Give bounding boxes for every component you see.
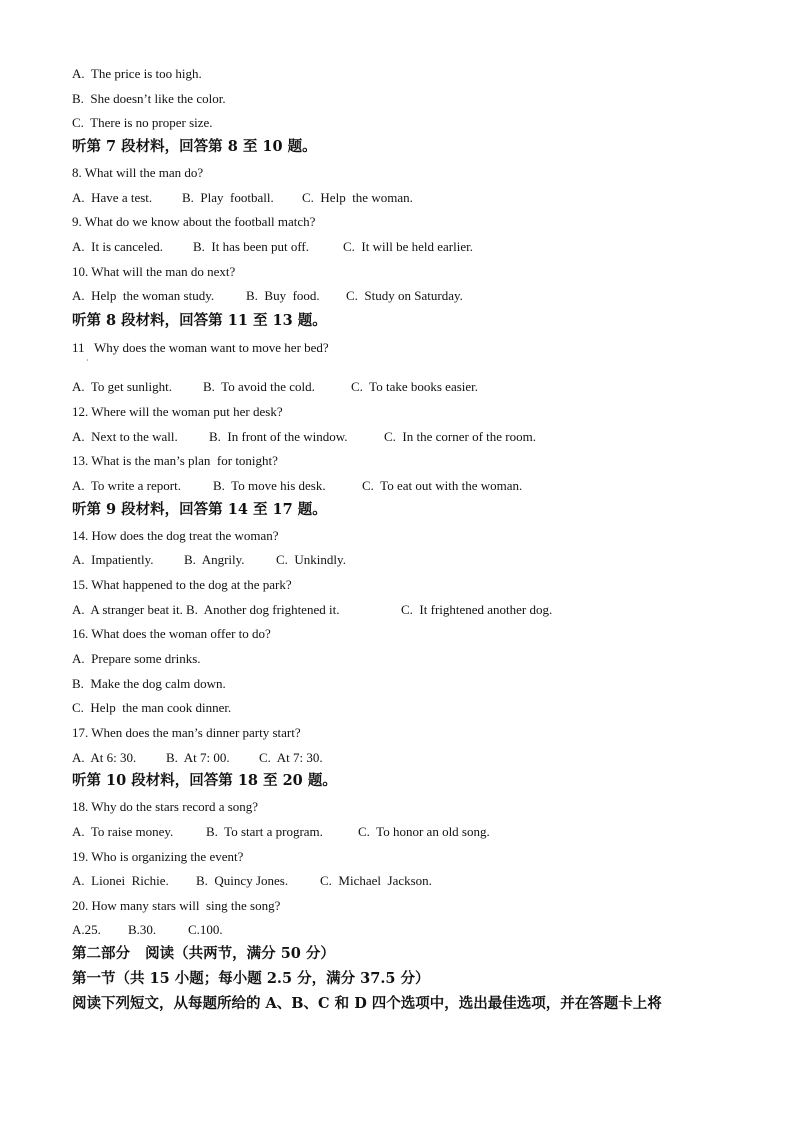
answer-option: C. To eat out with the woman. [362, 478, 523, 493]
text-line: C. There is no proper size. [72, 115, 213, 130]
answer-option: C. It will be held earlier. [343, 239, 473, 254]
text-line: 17. When does the man’s dinner party start? [72, 725, 301, 740]
answer-option: C. It frightened another dog. [401, 602, 553, 617]
answer-option: B.30. [128, 922, 157, 937]
answer-option: A.25. [72, 922, 101, 937]
section-heading: 听第 8 段材料，回答第 11 至 13 题。 [72, 312, 327, 329]
answer-option: A. Lionei Richie. [72, 873, 169, 888]
text-line: 18. Why do the stars record a song? [72, 799, 259, 814]
answer-option: A. A stranger beat it. [72, 602, 183, 617]
answer-option: C. At 7: 30. [259, 750, 323, 765]
answer-option: B. Quincy Jones. [196, 873, 289, 888]
answer-option: A. To write a report. [72, 478, 181, 493]
text-line: B. Make the dog calm down. [72, 676, 226, 691]
section-heading: 听第 7 段材料，回答第 8 至 10 题。 [72, 138, 317, 155]
answer-option: B. It has been put off. [193, 239, 310, 254]
text-line: 10. What will the man do next? [72, 264, 236, 279]
answer-option: B. To move his desk. [213, 478, 326, 493]
text-line: 16. What does the woman offer to do? [72, 626, 271, 641]
answer-option: A. Next to the wall. [72, 429, 178, 444]
text-line: 13. What is the man’s plan for tonight? [72, 453, 278, 468]
stray-dot-mark: · [86, 356, 89, 365]
answer-option: B. To start a program. [206, 824, 323, 839]
answer-option: A. To get sunlight. [72, 379, 172, 394]
text-line: B. She doesn’t like the color. [72, 91, 226, 106]
answer-option: A. At 6: 30. [72, 750, 137, 765]
answer-option: B. In front of the window. [209, 429, 348, 444]
text-line: A. Prepare some drinks. [72, 651, 201, 666]
answer-option: C. Study on Saturday. [346, 288, 463, 303]
text-line: 11 Why does the woman want to move her bed? [72, 340, 329, 355]
answer-option: A. It is canceled. [72, 239, 163, 254]
answer-option: C. To take books easier. [351, 379, 479, 394]
section-heading: 第二部分 阅读（共两节，满分 50 分） [72, 945, 335, 962]
answer-option: B. Another dog frightened it. [186, 602, 340, 617]
answer-option: A. Help the woman study. [72, 288, 215, 303]
answer-option: A. Have a test. [72, 190, 153, 205]
text-line: 9. What do we know about the football match? [72, 214, 316, 229]
text-line: 14. How does the dog treat the woman? [72, 528, 279, 543]
text-line: A. The price is too high. [72, 66, 202, 81]
section-heading: 第一节（共 15 小题；每小题 2.5 分，满分 37.5 分） [72, 970, 430, 987]
section-heading: 听第 9 段材料，回答第 14 至 17 题。 [72, 501, 327, 518]
answer-option: A. To raise money. [72, 824, 174, 839]
answer-option: B. Play football. [182, 190, 274, 205]
answer-option: C.100. [188, 922, 223, 937]
section-heading: 阅读下列短文，从每题所给的 A、B、C 和 D 四个选项中，选出最佳选项，并在答题卡上将 [72, 995, 662, 1012]
answer-option: B. Angrily. [184, 552, 245, 567]
text-line: C. Help the man cook dinner. [72, 700, 232, 715]
section-heading: 听第 10 段材料，回答第 18 至 20 题。 [72, 772, 337, 789]
answer-option: B. At 7: 00. [166, 750, 230, 765]
answer-option: C. In the corner of the room. [384, 429, 536, 444]
text-line: 19. Who is organizing the event? [72, 849, 244, 864]
answer-option: C. To honor an old song. [358, 824, 490, 839]
text-line: 12. Where will the woman put her desk? [72, 404, 283, 419]
answer-option: C. Help the woman. [302, 190, 413, 205]
answer-option: C. Unkindly. [276, 552, 346, 567]
answer-option: B. To avoid the cold. [203, 379, 315, 394]
text-line: 15. What happened to the dog at the park? [72, 577, 292, 592]
text-line: 20. How many stars will sing the song? [72, 898, 281, 913]
text-line: 8. What will the man do? [72, 165, 204, 180]
answer-option: B. Buy food. [246, 288, 320, 303]
answer-option: C. Michael Jackson. [320, 873, 432, 888]
answer-option: A. Impatiently. [72, 552, 154, 567]
